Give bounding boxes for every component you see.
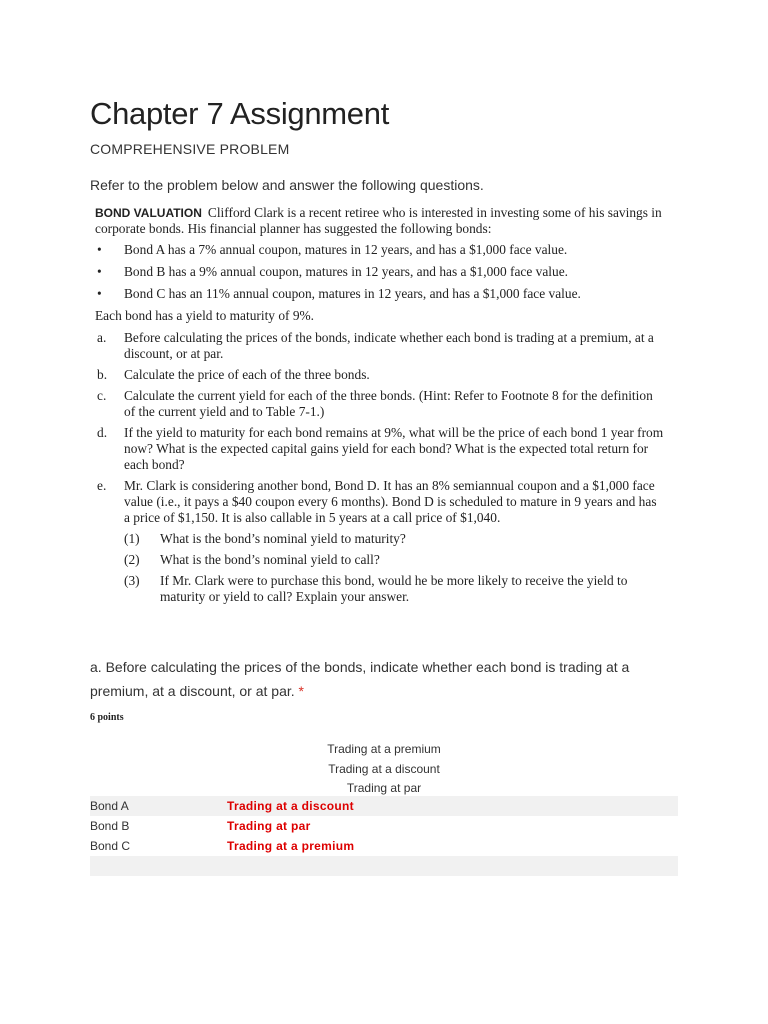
grid-spacer-row xyxy=(90,856,678,876)
row-answer: Trading at a discount xyxy=(227,799,354,813)
bond-item: • Bond A has a 7% annual coupon, matures in 12 years, and has a $1,000 face value. xyxy=(95,242,665,258)
subpart-item: (2) What is the bond’s nominal yield to call? xyxy=(124,552,380,567)
row-label: Bond B xyxy=(90,819,130,833)
part-item: c. Calculate the current yield for each of the three bonds. (Hint: Refer to Footnote 8 for the definition of the current yield and to Table 7-1.) xyxy=(97,388,653,419)
grid-column-headers xyxy=(284,740,484,799)
bond-item: • Bond C has an 11% annual coupon, matures in 12 years, and has a $1,000 face value. xyxy=(95,286,665,302)
column-header: Trading at par xyxy=(346,781,422,795)
part-item: e. Mr. Clark is considering another bond, Bond D. It has an 8% semiannual coupon and a $1,000 face value (i.e., it pays a $40 coupon every 6 months). Bond D is scheduled to mature in 9 years and has a price of $1,150. It is also callable in 5 years at a call price of $1,040. (1) What is the bond’s nominal yield to maturity? (2) What is the bond’s nominal yield to call? (3) If Mr. Clark were to purchase this bond, would he be more likely to receive the yield to maturity or yield to call? Explain your answer. xyxy=(95,478,665,605)
row-label: Bond A xyxy=(90,799,129,813)
problem-image xyxy=(95,205,665,610)
answer-grid xyxy=(90,796,678,876)
row-label: Bond C xyxy=(90,839,131,853)
column-header: Trading at a discount xyxy=(328,761,440,776)
ytm-statement: Each bond has a yield to maturity of 9%. xyxy=(95,308,315,323)
required-mark: * xyxy=(298,683,304,699)
part-item: b. Calculate the price of each of the three bonds. xyxy=(97,367,370,382)
question-text: a. Before calculating the prices of the bonds, indicate whether each bond is trading at a premium, at a discount, or at par. * xyxy=(90,659,630,699)
grid-row-bond-c xyxy=(90,836,678,856)
points-label: 6 points xyxy=(90,712,124,723)
page-title: Chapter 7 Assignment xyxy=(90,96,390,131)
bond-list xyxy=(95,242,665,302)
grid-row-bond-a xyxy=(90,796,678,816)
grid-row-bond-b xyxy=(90,816,678,836)
intro-text: Refer to the problem below and answer the following questions. xyxy=(90,177,484,193)
bond-item: • Bond B has a 9% annual coupon, matures in 12 years, and has a $1,000 face value. xyxy=(95,264,665,280)
part-item: a. Before calculating the prices of the bonds, indicate whether each bond is trading at a premium, at a discount, or at par. xyxy=(97,330,654,361)
part-item: d. If the yield to maturity for each bond remains at 9%, what will be the price of each bond 1 year from now? What is the expected capital gains yield for each bond? What is the expected total return for each bond? xyxy=(97,425,664,472)
page-subtitle: COMPREHENSIVE PROBLEM xyxy=(90,141,290,157)
row-answer: Trading at a premium xyxy=(227,839,355,853)
subpart-item: (3) If Mr. Clark were to purchase this bond, would he be more likely to receive the yield to maturity or yield to call? Explain your answer. xyxy=(124,573,628,604)
problem-heading: BOND VALUATION xyxy=(95,206,202,220)
column-header: Trading at a premium xyxy=(327,742,441,756)
row-answer: Trading at par xyxy=(227,819,311,833)
problem-parts xyxy=(95,330,665,605)
problem-lead: BOND VALUATION Clifford Clark is a recent retiree who is interested in investing some of his savings in corporate bonds. His financial planner has suggested the following bonds: xyxy=(95,205,662,236)
subpart-list xyxy=(124,531,665,605)
subpart-item: (1) What is the bond’s nominal yield to maturity? xyxy=(124,531,406,546)
